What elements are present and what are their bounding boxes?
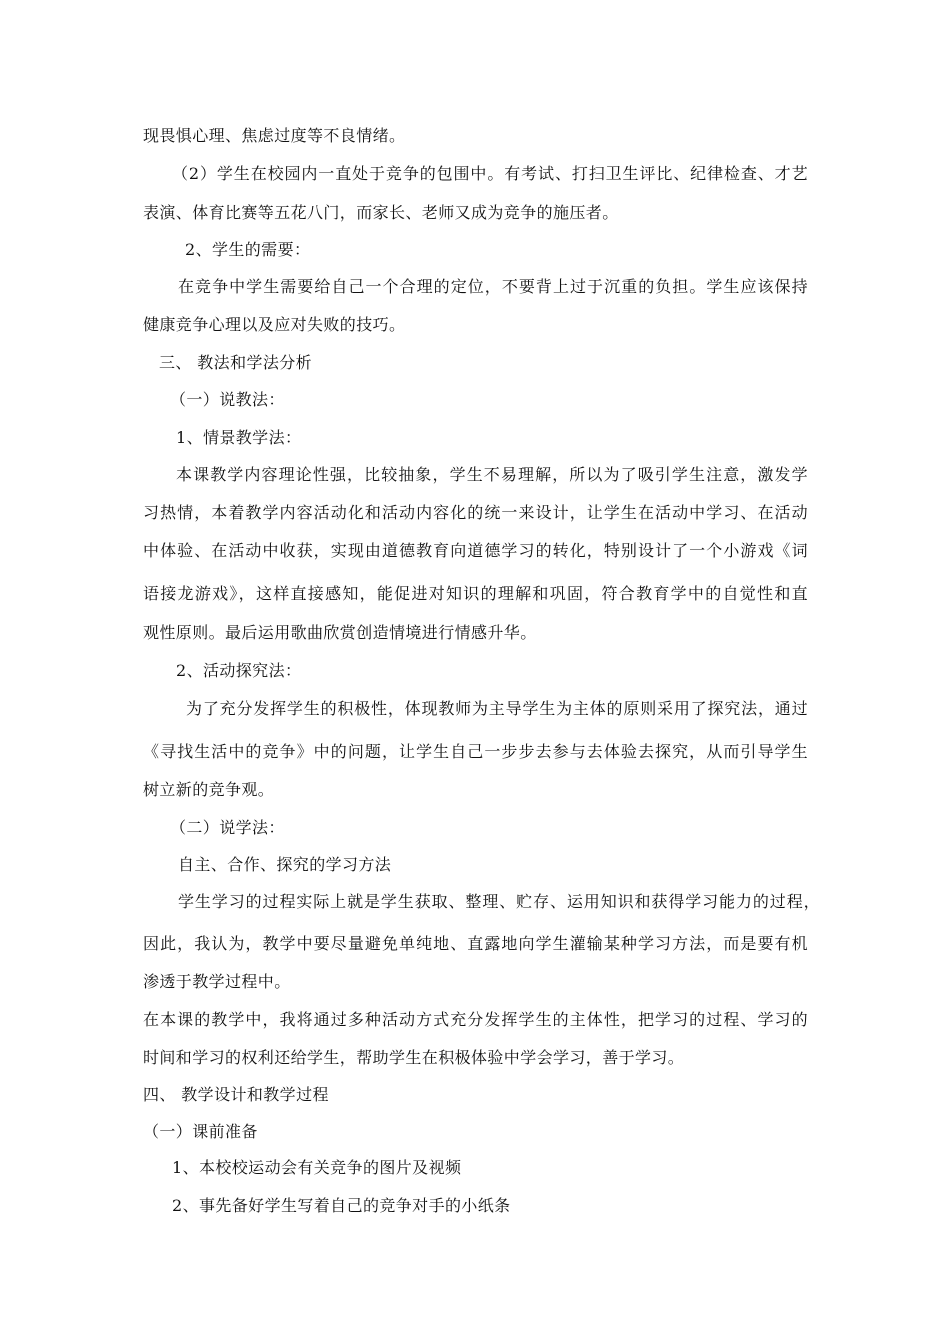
- text-line: 习热情，本着教学内容活动化和活动内容化的统一来设计，让学生在活动中学习、在活动: [143, 503, 808, 522]
- text-line: 本课教学内容理论性强，比较抽象，学生不易理解，所以为了吸引学生注意，激发学: [176, 465, 808, 484]
- list-item: 2、事先备好学生写着自己的竞争对手的小纸条: [172, 1196, 511, 1215]
- text-line: 中体验、在活动中收获，实现由道德教育向道德学习的转化，特别设计了一个小游戏《词: [143, 541, 808, 560]
- list-item: 1、本校校运动会有关竞争的图片及视频: [172, 1158, 462, 1177]
- text-line: 渗透于教学过程中。: [143, 972, 291, 991]
- section-heading: 四、 教学设计和教学过程: [143, 1085, 329, 1104]
- section-heading: （一）课前准备: [143, 1122, 258, 1141]
- section-heading: 2、活动探究法：: [176, 661, 302, 680]
- text-line: 为了充分发挥学生的积极性，体现教师为主导学生为主体的原则采用了探究法，通过: [186, 699, 808, 718]
- section-heading: 1、情景教学法：: [176, 428, 302, 447]
- text-line: 表演、体育比赛等五花八门，而家长、老师又成为竞争的施压者。: [143, 203, 619, 222]
- text-line: 在本课的教学中，我将通过多种活动方式充分发挥学生的主体性，把学习的过程、学习的: [143, 1010, 808, 1029]
- text-line: 自主、合作、探究的学习方法: [178, 855, 392, 874]
- text-line: 树立新的竞争观。: [143, 780, 275, 799]
- text-line: 现畏惧心理、焦虑过度等不良情绪。: [143, 126, 406, 145]
- text-line: 学生学习的过程实际上就是学生获取、整理、贮存、运用知识和获得学习能力的过程，: [178, 892, 820, 911]
- text-line: 因此，我认为，教学中要尽量避免单纯地、直露地向学生灌输某种学习方法，而是要有机: [143, 934, 808, 953]
- text-line: 在竞争中学生需要给自己一个合理的定位，不要背上过于沉重的负担。学生应该保持: [178, 277, 808, 296]
- text-line: 时间和学习的权利还给学生，帮助学生在积极体验中学会学习，善于学习。: [143, 1048, 685, 1067]
- text-line: （2）学生在校园内一直处于竞争的包围中。有考试、打扫卫生评比、纪律检查、才艺: [172, 164, 808, 183]
- section-heading: （一）说教法：: [170, 390, 285, 409]
- text-line: 观性原则。最后运用歌曲欣赏创造情境进行情感升华。: [143, 623, 537, 642]
- section-heading: 2、学生的需要：: [185, 240, 311, 259]
- section-heading: 三、 教法和学法分析: [159, 353, 313, 372]
- section-heading: （二）说学法：: [170, 818, 285, 837]
- text-line: 语接龙游戏》，这样直接感知，能促进对知识的理解和巩固，符合教育学中的自觉性和直: [143, 584, 808, 603]
- text-line: 健康竞争心理以及应对失败的技巧。: [143, 315, 406, 334]
- text-line: 《寻找生活中的竞争》中的问题，让学生自己一步步去参与去体验去探究，从而引导学生: [143, 742, 808, 761]
